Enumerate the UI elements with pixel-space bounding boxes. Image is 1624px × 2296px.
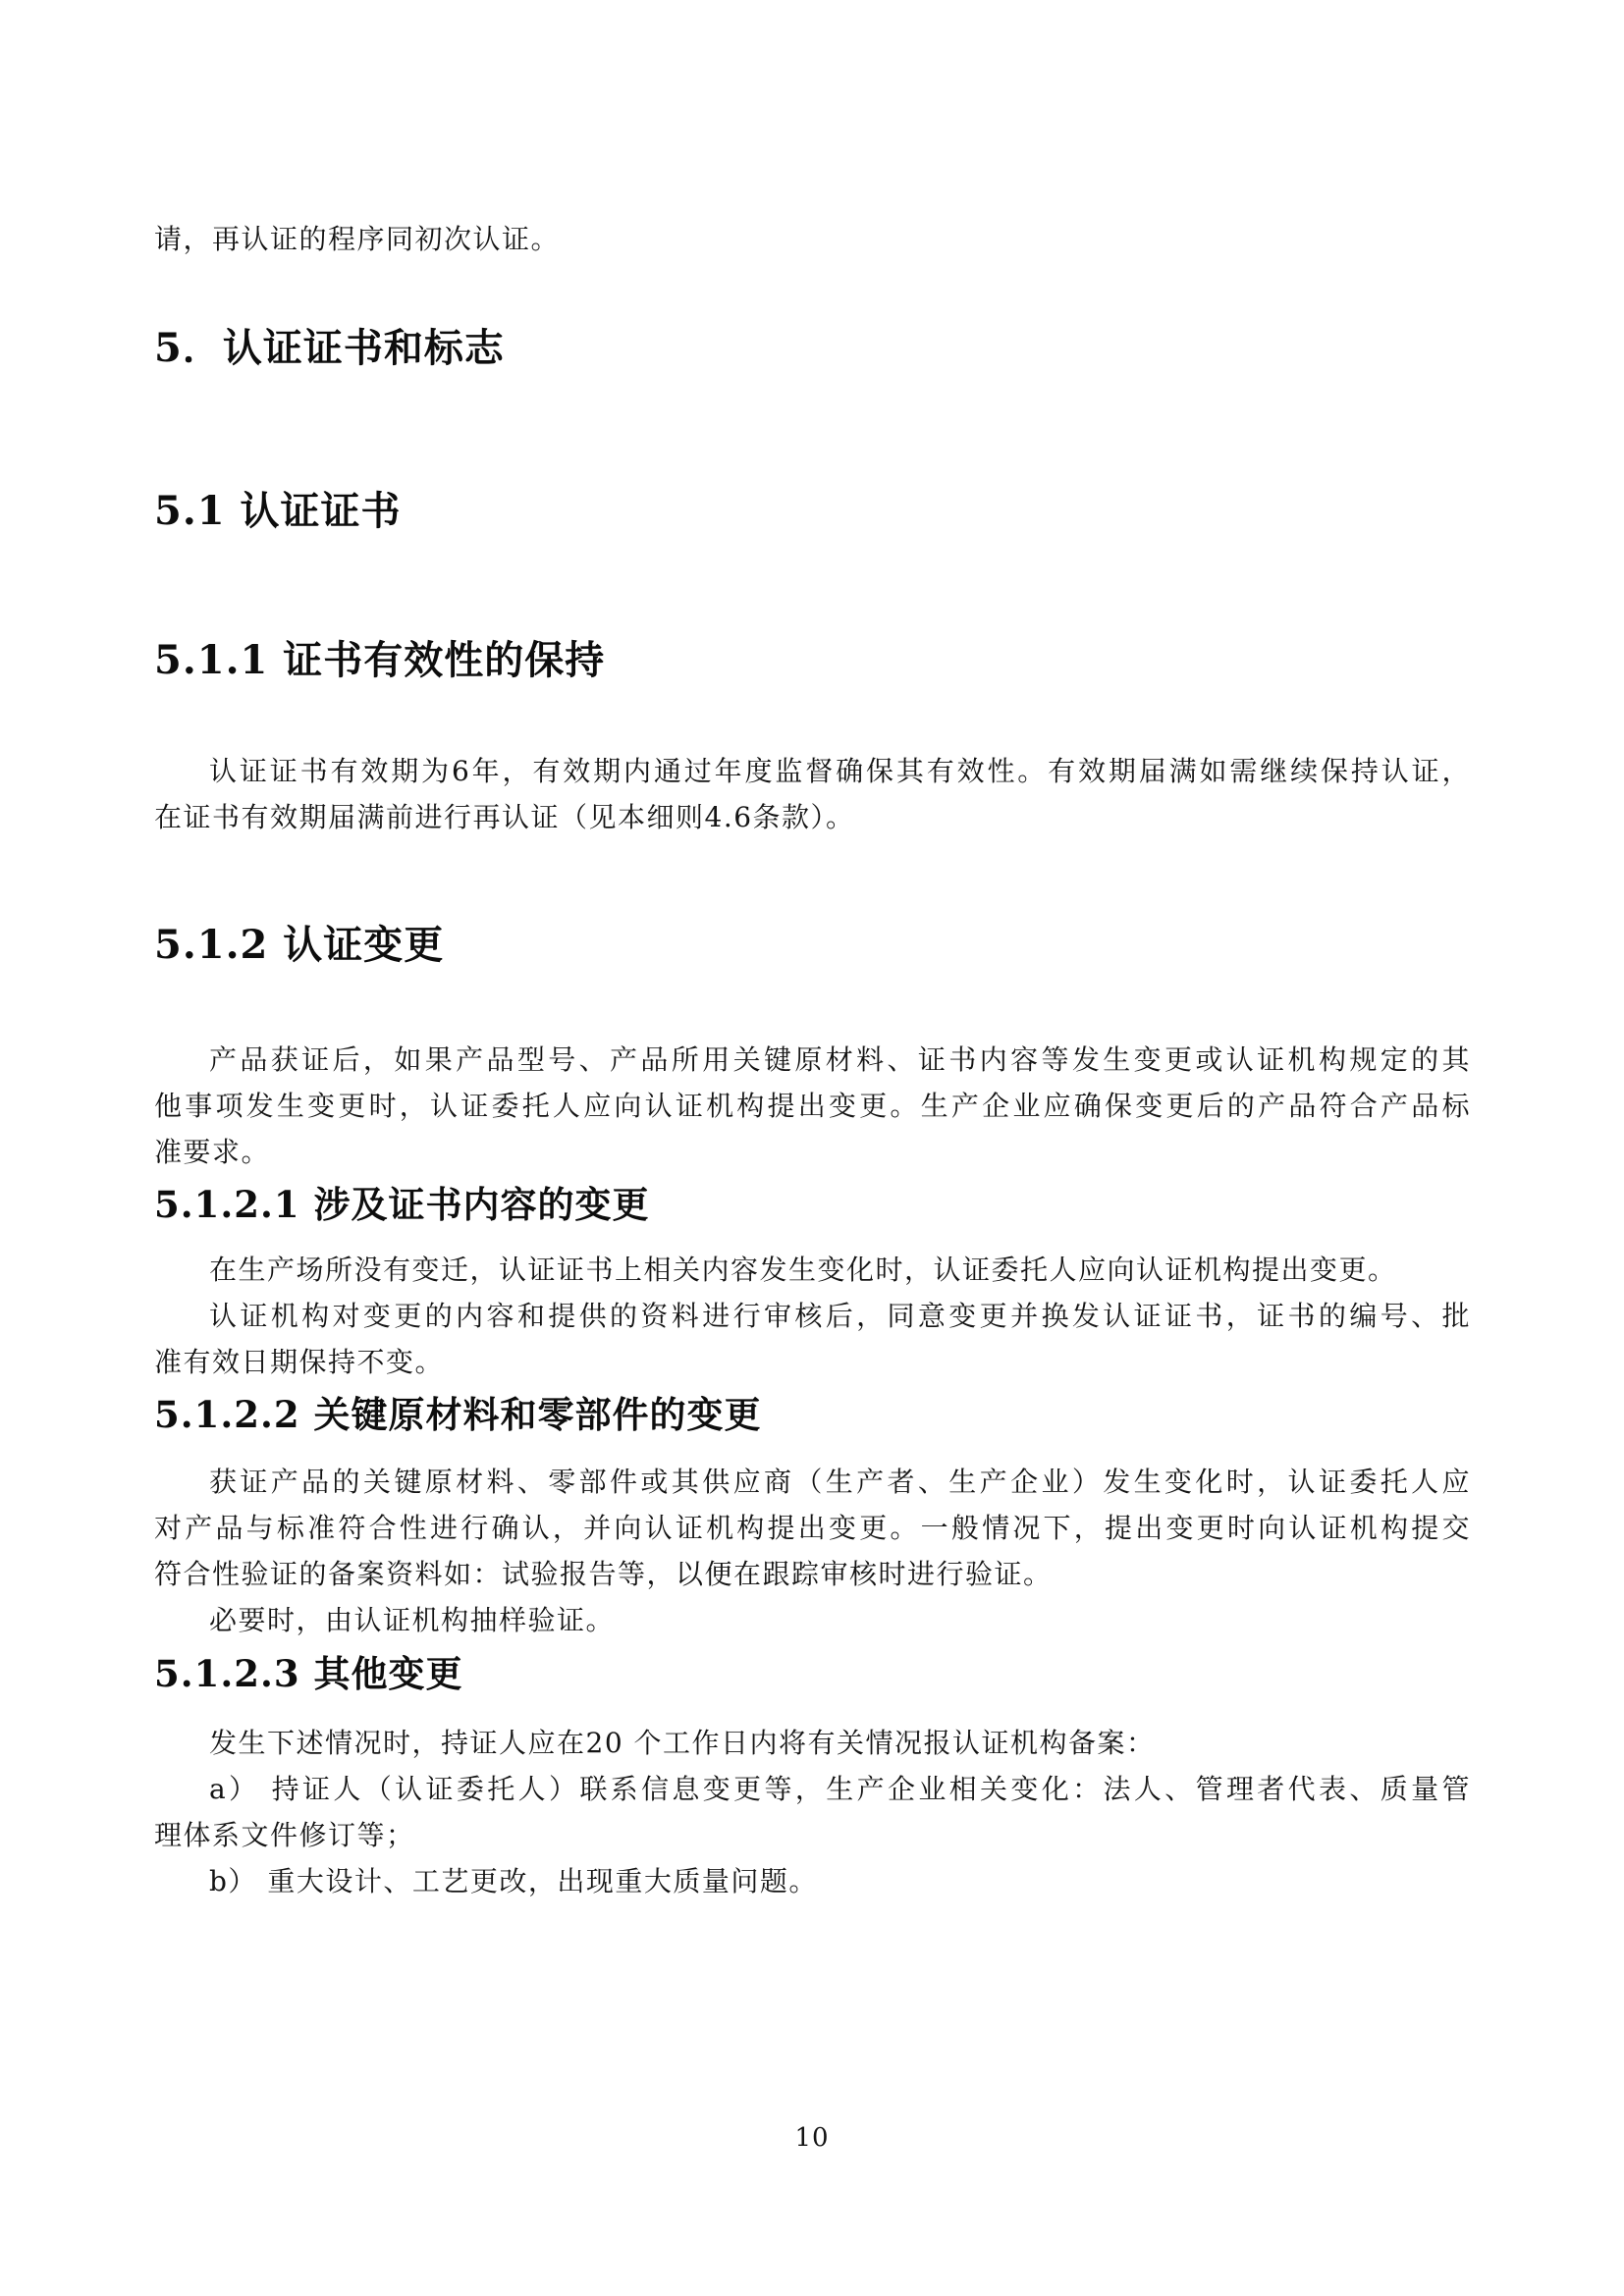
paragraph-line: 发生下述情况时，持证人应在20 个工作日内将有关情况报认证机构备案： [209, 1727, 1156, 1759]
heading-section-5: 5．认证证书和标志 [154, 325, 505, 371]
heading-section-5-1-2-3: 5.1.2.3 其他变更 [154, 1652, 463, 1695]
intro-continuation-line: 请，再认证的程序同初次认证。 [154, 223, 561, 255]
paragraph-line: 认证机构对变更的内容和提供的资料进行审核后，同意变更并换发认证证书，证书的编号、批 [209, 1300, 1471, 1332]
paragraph-line: 对产品与标准符合性进行确认，并向认证机构提出变更。一般情况下，提出变更时向认证机构提交 [154, 1512, 1471, 1544]
paragraph-5-1-2-2 [154, 1459, 1471, 1643]
heading-section-5-1-1: 5.1.1 证书有效性的保持 [154, 637, 606, 683]
paragraph-line: 产品获证后，如果产品型号、产品所用关键原材料、证书内容等发生变更或认证机构规定的其 [209, 1043, 1471, 1076]
paragraph-line: a） 持证人（认证委托人）联系信息变更等，生产企业相关变化：法人、管理者代表、质量管 [209, 1773, 1471, 1805]
paragraph-line: 理体系文件修订等； [154, 1819, 415, 1851]
paragraph-5-1-2 [154, 1037, 1471, 1175]
paragraph-line: 必要时，由认证机构抽样验证。 [209, 1604, 616, 1636]
page-number: 10 [794, 2123, 830, 2153]
paragraph-line: 准有效日期保持不变。 [154, 1346, 445, 1378]
heading-section-5-1-2-1: 5.1.2.1 涉及证书内容的变更 [154, 1183, 650, 1226]
heading-section-5-1: 5.1 认证证书 [154, 488, 402, 534]
paragraph-line: 在证书有效期届满前进行再认证（见本细则4.6条款）。 [154, 801, 855, 833]
paragraph-line: 获证产品的关键原材料、零部件或其供应商（生产者、生产企业）发生变化时，认证委托人应 [209, 1466, 1471, 1498]
paragraph-line: 符合性验证的备案资料如：试验报告等，以便在跟踪审核时进行验证。 [154, 1558, 1053, 1590]
paragraph-line: 认证证书有效期为6年，有效期内通过年度监督确保其有效性。有效期届满如需继续保持认证， [209, 755, 1471, 787]
paragraph-line: b） 重大设计、工艺更改，出现重大质量问题。 [209, 1865, 818, 1897]
paragraph-5-1-1 [154, 748, 1471, 840]
paragraph-line: 在生产场所没有变迁，认证证书上相关内容发生变化时，认证委托人应向认证机构提出变更。 [209, 1254, 1397, 1286]
paragraph-line: 准要求。 [154, 1136, 271, 1168]
paragraph-5-1-2-1 [154, 1247, 1471, 1385]
paragraph-line: 他事项发生变更时，认证委托人应向认证机构提出变更。生产企业应确保变更后的产品符合产品标 [154, 1090, 1471, 1122]
heading-section-5-1-2: 5.1.2 认证变更 [154, 922, 445, 968]
paragraph-5-1-2-3 [154, 1720, 1471, 1904]
heading-section-5-1-2-2: 5.1.2.2 关键原材料和零部件的变更 [154, 1393, 762, 1436]
